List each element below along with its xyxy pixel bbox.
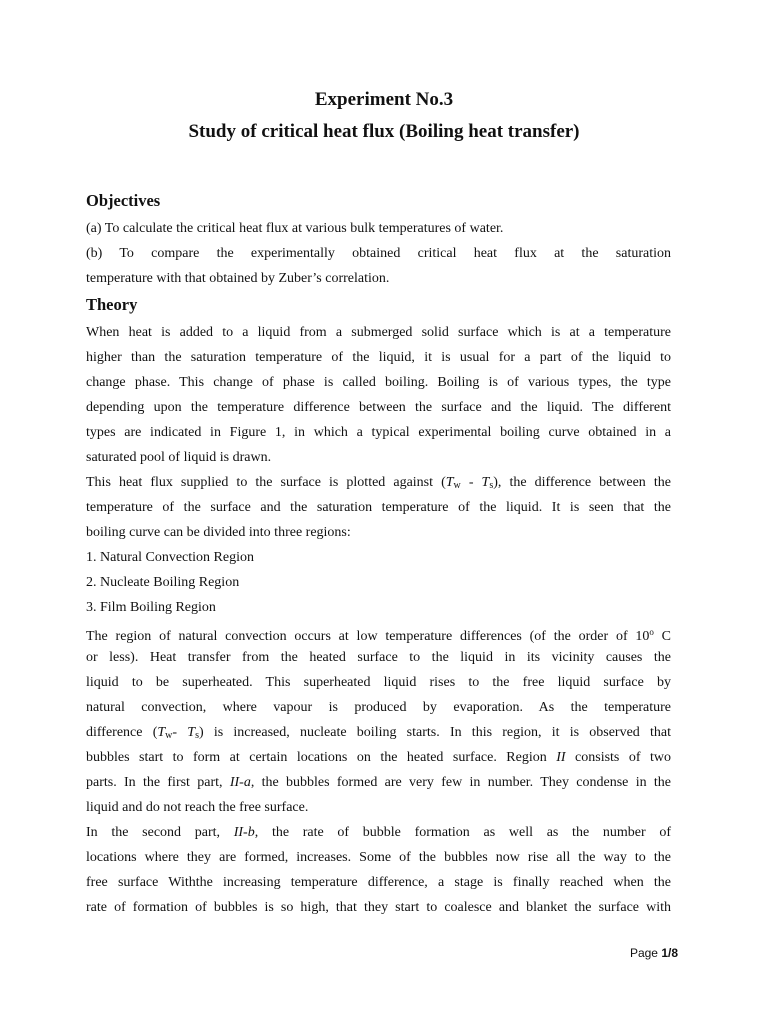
theory-line: rate of formation of bubbles is so high, that they start to coalesce and blanket the surface with bbox=[86, 900, 671, 915]
region-item: 3. Film Boiling Region bbox=[86, 600, 216, 615]
difference-line: difference ($T_w-$ $T_s$) is increased, nucleate boiling starts. In this region, it is observed that bbox=[86, 725, 672, 741]
theory-line: types are indicated in Figure 1, in which a typical experimental boiling curve obtained in a bbox=[86, 425, 671, 440]
experiment-title: Experiment No.3 bbox=[314, 89, 454, 110]
region-item: 1. Natural Convection Region bbox=[86, 550, 254, 565]
part-ii-b-line: In the second part, II-b, the rate of bubble formation as well as the number of bbox=[86, 825, 671, 840]
part-ii-a-line: parts. In the first part, II-a, the bubbles formed are very few in number. They condense in the bbox=[86, 775, 672, 790]
theory-line: natural convection, where vapour is produced by evaporation. As the temperature bbox=[86, 700, 671, 715]
theory-body bbox=[86, 320, 671, 920]
theory-heading: Theory bbox=[86, 295, 138, 314]
theory-line: free surface Withthe increasing temperature difference, a stage is finally reached when the bbox=[86, 875, 671, 890]
page-number: Page 1/8 bbox=[629, 946, 678, 960]
objective-a: (a) To calculate the critical heat flux at various bulk temperatures of water. bbox=[86, 221, 504, 236]
degree-symbol: o bbox=[649, 627, 654, 637]
experiment-subtitle: Study of critical heat flux (Boiling heat transfer) bbox=[188, 121, 580, 142]
theory-line: temperature of the surface and the saturation temperature of the liquid. It is seen that the bbox=[86, 500, 671, 515]
convection-line: The region of natural convection occurs at low temperature differences (of the order of 10$^o$ C bbox=[86, 627, 672, 644]
heat-flux-line: This heat flux supplied to the surface is plotted against $(T_w - T_s)$, the difference between the bbox=[86, 475, 671, 491]
theory-line: liquid and do not reach the free surface. bbox=[86, 800, 309, 815]
theory-line: higher than the saturation temperature of the liquid, it is usual for a part of the liquid to bbox=[86, 350, 671, 365]
region-item: 2. Nucleate Boiling Region bbox=[86, 575, 240, 590]
region-ii-line: bubbles start to form at certain locations on the heated surface. Region II consists of two bbox=[86, 750, 672, 765]
saturation-temperature-symbol: T bbox=[481, 475, 490, 490]
objectives-list bbox=[86, 216, 671, 291]
theory-line: saturated pool of liquid is drawn. bbox=[86, 450, 272, 465]
theory-line: boiling curve can be divided into three regions: bbox=[86, 525, 351, 540]
theory-line: change phase. This change of phase is called boiling. Boiling is of various types, the type bbox=[86, 375, 671, 390]
wall-temperature-symbol: T bbox=[445, 475, 454, 490]
theory-line: or less). Heat transfer from the heated surface to the liquid in its vicinity causes the bbox=[86, 650, 671, 665]
theory-line: When heat is added to a liquid from a submerged solid surface which is at a temperature bbox=[86, 325, 671, 340]
objectives-heading: Objectives bbox=[86, 191, 161, 210]
theory-line: locations where they are formed, increases. Some of the bubbles now rise all the way to the bbox=[86, 850, 671, 865]
theory-line: depending upon the temperature difference between the surface and the liquid. The different bbox=[86, 400, 671, 415]
objective-b: (b) To compare the experimentally obtained critical heat flux at the saturation bbox=[86, 246, 671, 261]
objective-b-continued: temperature with that obtained by Zuber’s correlation. bbox=[86, 271, 390, 286]
theory-line: liquid to be superheated. This superheated liquid rises to the free liquid surface by bbox=[86, 675, 671, 690]
